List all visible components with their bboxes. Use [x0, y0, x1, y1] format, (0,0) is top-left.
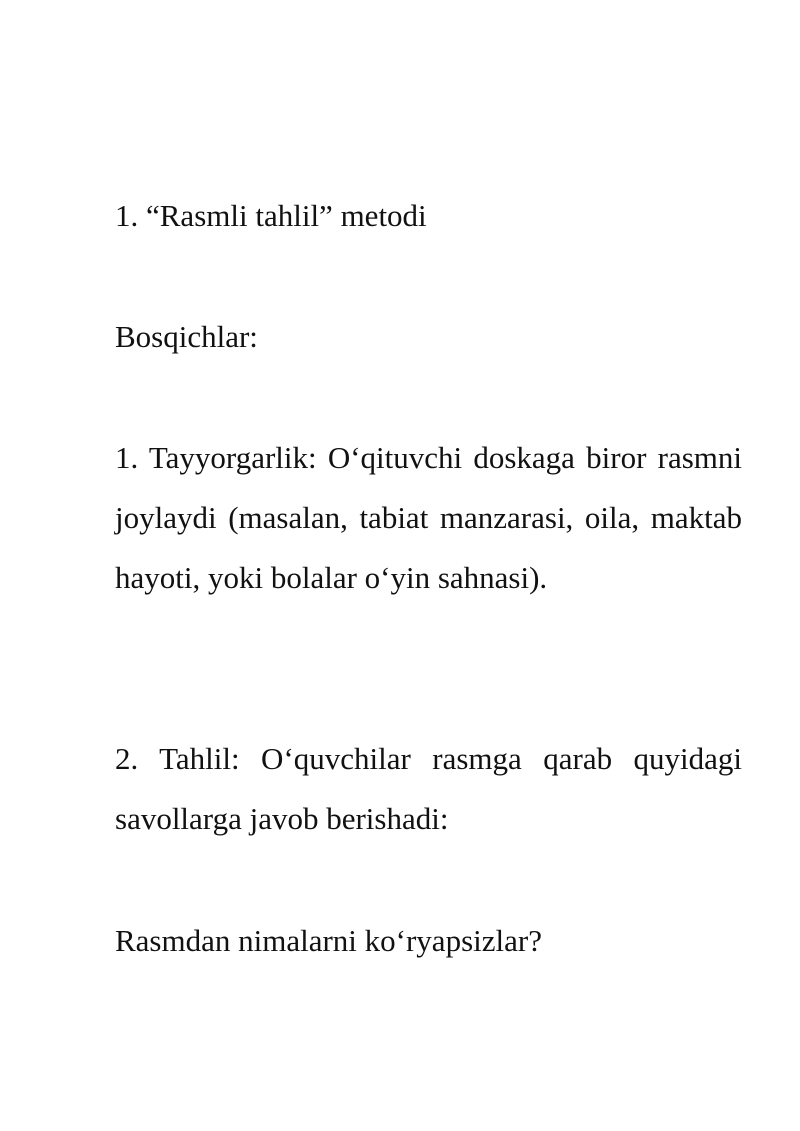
method-heading: 1. “Rasmli tahlil” metodi: [115, 198, 427, 233]
question-text: Rasmdan nimalarni ko‘ryapsizlar?: [115, 923, 542, 958]
step-analysis: 2. Tahlil: O‘quvchilar rasmga qarab quyidagi savollarga javob berishadi:: [115, 741, 742, 836]
stages-label: Bosqichlar:: [115, 319, 258, 354]
step-preparation: 1. Tayyorgarlik: O‘qituvchi doskaga biror rasmni joylaydi (masalan, tabiat manzarasi, oila, maktab hayoti, yoki bolalar o‘yin sahnasi).: [115, 440, 742, 595]
